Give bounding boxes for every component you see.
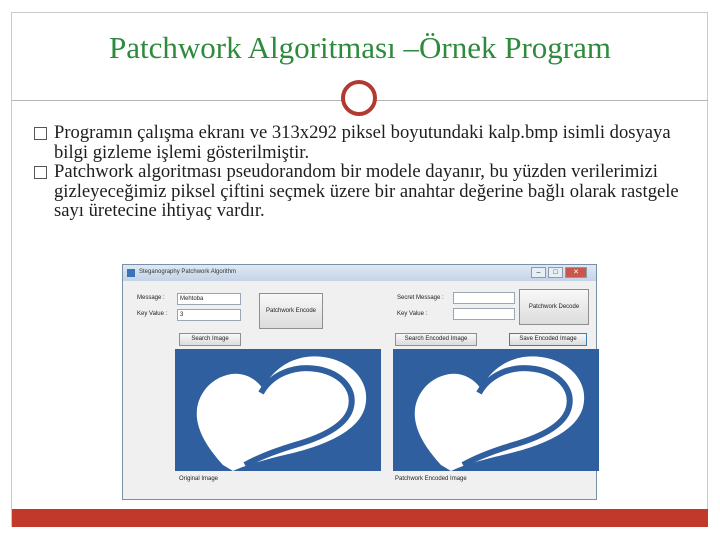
footer-accent-bar [12,509,708,527]
patchwork-decode-button[interactable]: Patchwork Decode [519,289,589,325]
maximize-button[interactable]: □ [548,267,563,278]
bullet-box-icon [34,127,47,140]
bullet-text: Patchwork algoritması pseudorandom bir modele dayanır, bu yüzden verilerimizi gizleyeceğimiz piksel çiftini seçmek üzere bir anahtar değerine bağlı olarak rastgele sayı üretecine ihtiyaç vardır. [54,161,679,221]
bullet-box-icon [34,166,47,179]
decode-key-value-input[interactable] [453,308,515,320]
decode-key-value-label: Key Value : [397,311,428,317]
message-label: Message : [137,295,165,301]
bullet-item [34,123,698,162]
search-encoded-image-button[interactable]: Search Encoded Image [395,333,477,346]
slide-title: Patchwork Algoritması –Örnek Program [109,30,611,65]
search-image-button[interactable]: Search Image [179,333,241,346]
patchwork-encode-button[interactable]: Patchwork Encode [259,293,323,329]
key-value-input[interactable]: 3 [177,309,241,321]
original-image-caption: Original Image [179,476,219,482]
save-encoded-image-button[interactable]: Save Encoded Image [509,333,587,346]
bullet-text: Programın çalışma ekranı ve 313x292 piksel boyutundaki kalp.bmp isimli dosyaya bilgi gizleme işlemi gösterilmiştir. [54,122,671,163]
message-input[interactable]: Mehtoba [177,293,241,305]
bullet-list [34,123,698,221]
key-value-label: Key Value : [137,311,168,317]
secret-message-input[interactable] [453,292,515,304]
minimize-button[interactable]: – [531,267,546,278]
original-image [175,349,381,471]
app-icon [127,269,135,277]
divider-circle-ornament [341,80,377,116]
app-titlebar [123,265,596,281]
app-screenshot-window [122,264,597,500]
encoded-image [393,349,599,471]
app-window-title: Steganography Patchwork Algorithm [139,269,237,275]
secret-message-label: Secret Message : [397,295,444,301]
bullet-item [34,162,698,221]
close-button[interactable]: ✕ [565,267,587,278]
encoded-image-caption: Patchwork Encoded Image [395,476,467,482]
